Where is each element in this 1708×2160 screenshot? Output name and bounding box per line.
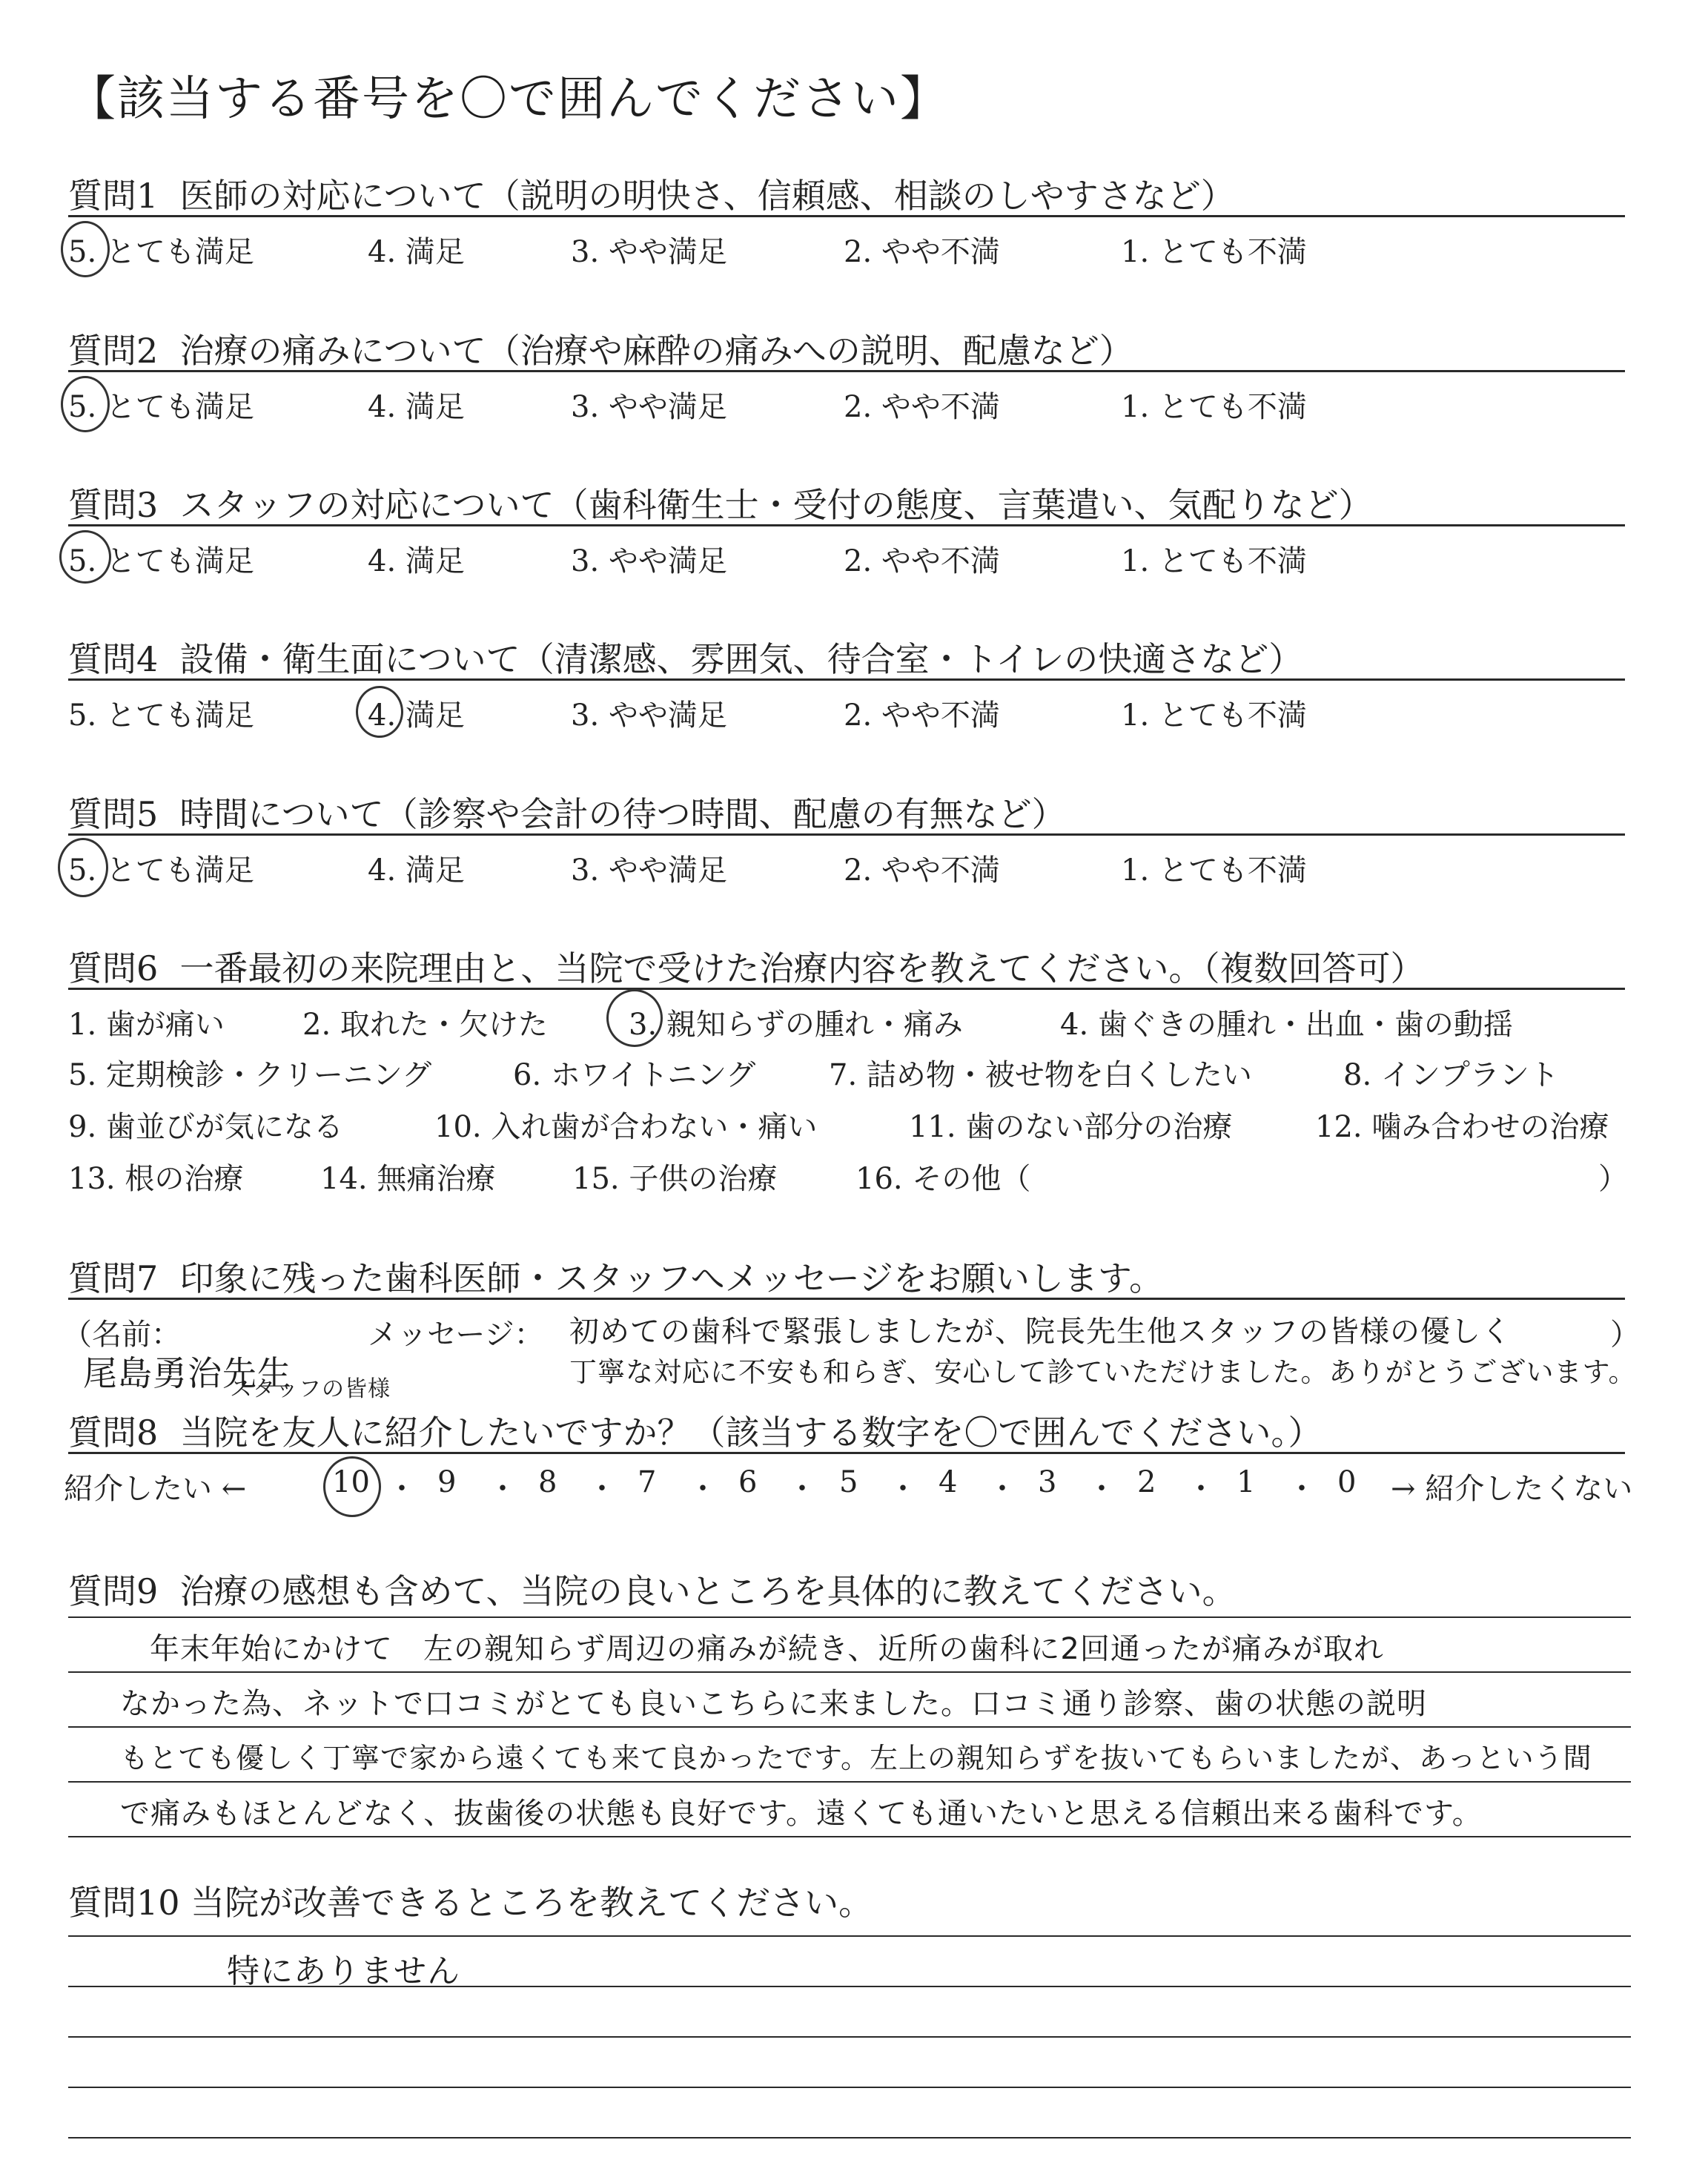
option-5[interactable]: 5. とても満足 — [68, 544, 254, 578]
option-2[interactable]: 2. やや不満 — [844, 544, 1000, 578]
divider — [68, 1298, 1625, 1300]
scale-separator: ・ — [1087, 1472, 1116, 1506]
option-4[interactable]: 4. 満足 — [368, 390, 465, 424]
option-1[interactable]: 1. とても不満 — [1121, 235, 1307, 269]
option-4[interactable]: 4. 満足 — [368, 853, 465, 888]
q10-answer-area — [68, 1935, 1631, 2143]
answer-line — [68, 1616, 1631, 1618]
message-handwritten-line: 丁寧な対応に不安も和らぎ、安心して診ていただけました。ありがとうございます。 — [569, 1356, 1637, 1388]
question-label: 質問9 — [68, 1571, 159, 1611]
question-label: 質問6 — [68, 948, 159, 988]
reason-option-10[interactable]: 10. 入れ歯が合わない・痛い — [434, 1110, 818, 1144]
scale-separator: ・ — [387, 1472, 417, 1506]
question-label: 質問1 — [68, 176, 159, 216]
other-close-paren: ） — [1598, 1162, 1628, 1196]
reason-option-16[interactable]: 16. その他（ — [855, 1162, 1031, 1196]
option-5[interactable]: 5. とても満足 — [68, 853, 254, 888]
question-4 — [68, 633, 1625, 751]
option-4[interactable]: 4. 満足 — [368, 544, 465, 578]
reason-option-3[interactable]: 3. 親知らずの腫れ・痛み — [629, 1008, 963, 1042]
question-5 — [68, 787, 1625, 906]
option-3[interactable]: 3. やや満足 — [571, 853, 727, 888]
question-2 — [68, 324, 1625, 443]
name-label: （名前： — [62, 1318, 181, 1352]
question-label: 質問10 — [68, 1883, 180, 1923]
divider — [68, 833, 1625, 836]
scale-separator: ・ — [1287, 1472, 1317, 1506]
option-1[interactable]: 1. とても不満 — [1121, 544, 1307, 578]
option-4[interactable]: 4. 満足 — [368, 698, 465, 733]
name-handwritten: 尾島勇治先生 — [83, 1353, 292, 1393]
question-1 — [68, 169, 1625, 288]
answer-line — [68, 1671, 1631, 1673]
scale-separator: ・ — [987, 1472, 1017, 1506]
question-text: 時間について（診察や会計の待つ時間、配慮の有無など） — [179, 794, 1066, 834]
option-3[interactable]: 3. やや満足 — [571, 698, 727, 733]
q9-answer-line: で痛みもほとんどなく、抜歯後の状態も良好です。遠くても通いたいと思える信頼出来る歯科です。 — [120, 1797, 1483, 1831]
reason-option-12[interactable]: 12. 噛み合わせの治療 — [1315, 1110, 1609, 1144]
scale-9[interactable]: 9 — [437, 1465, 457, 1499]
reason-option-14[interactable]: 14. 無痛治療 — [320, 1162, 496, 1196]
reason-option-7[interactable]: 7. 詰め物・被せ物を白くしたい — [829, 1058, 1252, 1092]
option-2[interactable]: 2. やや不満 — [844, 853, 1000, 888]
answer-line — [68, 2087, 1631, 2088]
question-text: 印象に残った歯科医師・スタッフへメッセージをお願いします。 — [179, 1258, 1164, 1298]
reason-option-2[interactable]: 2. 取れた・欠けた — [302, 1008, 548, 1042]
option-5[interactable]: 5. とても満足 — [68, 698, 254, 733]
q9-answer-line: なかった為、ネットで口コミがとても良いこちらに来ました。口コミ通り診察、歯の状態の説明 — [120, 1687, 1427, 1721]
answer-line — [68, 2137, 1631, 2138]
scale-separator: ・ — [1186, 1472, 1216, 1506]
recommend-right-label: → 紹介したくない — [1391, 1472, 1633, 1506]
message-label: メッセージ： — [368, 1318, 544, 1352]
question-text: 一番最初の来院理由と、当院で受けた治療内容を教えてください。（複数回答可） — [179, 948, 1425, 988]
reason-option-11[interactable]: 11. 歯のない部分の治療 — [909, 1110, 1233, 1144]
q9-answer-line: 年末年始にかけて 左の親知らず周辺の痛みが続き、近所の歯科に2回通ったが痛みが取れ — [150, 1632, 1384, 1666]
question-text: 設備・衛生面について（清潔感、雰囲気、待合室・トイレの快適さなど） — [179, 639, 1303, 679]
page-title: 【該当する番号を〇で囲んでください】 — [68, 72, 949, 127]
question-label: 質問2 — [68, 331, 159, 371]
option-1[interactable]: 1. とても不満 — [1121, 390, 1307, 424]
answer-line — [68, 2036, 1631, 2038]
question-text: スタッフの対応について（歯科衛生士・受付の態度、言葉遣い、気配りなど） — [179, 485, 1373, 525]
scale-separator: ・ — [688, 1472, 718, 1506]
option-1[interactable]: 1. とても不満 — [1121, 698, 1307, 733]
answer-line — [68, 1935, 1631, 1937]
option-5[interactable]: 5. とても満足 — [68, 390, 254, 424]
question-10 — [68, 1876, 1625, 1923]
question-label: 質問8 — [68, 1413, 159, 1453]
question-8 — [64, 1406, 1633, 1517]
option-1[interactable]: 1. とても不満 — [1121, 853, 1307, 888]
divider — [68, 1452, 1625, 1454]
answer-line — [68, 1781, 1631, 1783]
question-text: 治療の痛みについて（治療や麻酔の痛みへの説明、配慮など） — [179, 331, 1133, 371]
question-3 — [68, 478, 1625, 597]
q9-answer-area — [68, 1616, 1631, 1839]
option-3[interactable]: 3. やや満足 — [571, 390, 727, 424]
reason-option-15[interactable]: 15. 子供の治療 — [572, 1162, 778, 1196]
option-2[interactable]: 2. やや不満 — [844, 698, 1000, 733]
reason-option-6[interactable]: 6. ホワイトニング — [513, 1058, 756, 1092]
reason-option-5[interactable]: 5. 定期検診・クリーニング — [68, 1058, 432, 1092]
scale-separator: ・ — [488, 1472, 517, 1506]
message-close-paren: ） — [1610, 1318, 1640, 1352]
question-6 — [68, 942, 1628, 1209]
option-5[interactable]: 5. とても満足 — [68, 235, 254, 269]
question-text: 当院を友人に紹介したいですか？（該当する数字を〇で囲んでください。） — [179, 1413, 1323, 1453]
scale-10[interactable]: 10 — [332, 1465, 370, 1499]
reason-option-13[interactable]: 13. 根の治療 — [68, 1162, 244, 1196]
question-text: 医師の対応について（説明の明快さ、信頼感、相談のしやすさなど） — [179, 176, 1235, 216]
option-3[interactable]: 3. やや満足 — [571, 235, 727, 269]
scale-3[interactable]: 3 — [1038, 1465, 1057, 1499]
option-3[interactable]: 3. やや満足 — [571, 544, 727, 578]
question-text: 当院が改善できるところを教えてください。 — [191, 1883, 873, 1923]
answer-line — [68, 1726, 1631, 1728]
message-handwritten-line: 初めての歯科で緊張しましたが、院長先生他スタッフの皆様の優しく — [569, 1315, 1512, 1349]
reason-option-1[interactable]: 1. 歯が痛い — [68, 1008, 225, 1042]
divider — [68, 215, 1625, 217]
scale-separator: ・ — [787, 1472, 817, 1506]
answer-line — [68, 1836, 1631, 1837]
scale-1[interactable]: 1 — [1237, 1465, 1256, 1499]
recommend-left-label: 紹介したい ← — [64, 1472, 247, 1506]
question-7 — [62, 1252, 1640, 1402]
divider — [68, 988, 1625, 990]
reason-option-4[interactable]: 4. 歯ぐきの腫れ・出血・歯の動揺 — [1060, 1008, 1513, 1042]
option-2[interactable]: 2. やや不満 — [844, 390, 1000, 424]
question-label: 質問3 — [68, 485, 159, 525]
reason-option-9[interactable]: 9. 歯並びが気になる — [68, 1110, 343, 1144]
scale-8[interactable]: 8 — [538, 1465, 557, 1499]
scale-0[interactable]: 0 — [1337, 1465, 1357, 1499]
option-4[interactable]: 4. 満足 — [368, 235, 465, 269]
scale-5[interactable]: 5 — [839, 1465, 858, 1499]
question-label: 質問5 — [68, 794, 159, 834]
divider — [68, 370, 1625, 372]
question-label: 質問7 — [68, 1258, 159, 1298]
question-label: 質問4 — [68, 639, 159, 679]
q9-answer-line: もとても優しく丁寧で家から遠くても来て良かったです。左上の親知らずを抜いてもらいましたが、あっという間 — [120, 1742, 1592, 1774]
reason-option-8[interactable]: 8. インプラント — [1343, 1058, 1559, 1092]
option-2[interactable]: 2. やや不満 — [844, 235, 1000, 269]
question-text: 治療の感想も含めて、当院の良いところを具体的に教えてください。 — [179, 1571, 1237, 1611]
divider — [68, 678, 1625, 681]
scale-6[interactable]: 6 — [738, 1465, 758, 1499]
question-9 — [68, 1565, 1625, 1609]
scale-7[interactable]: 7 — [638, 1465, 657, 1499]
divider — [68, 524, 1625, 526]
scale-separator: ・ — [587, 1472, 617, 1506]
scale-2[interactable]: 2 — [1137, 1465, 1156, 1499]
q10-answer: 特にありません — [227, 1952, 460, 1990]
scale-separator: ・ — [888, 1472, 918, 1506]
scale-4[interactable]: 4 — [939, 1465, 958, 1499]
name-handwritten-sub: スタッフの皆様 — [230, 1376, 391, 1402]
